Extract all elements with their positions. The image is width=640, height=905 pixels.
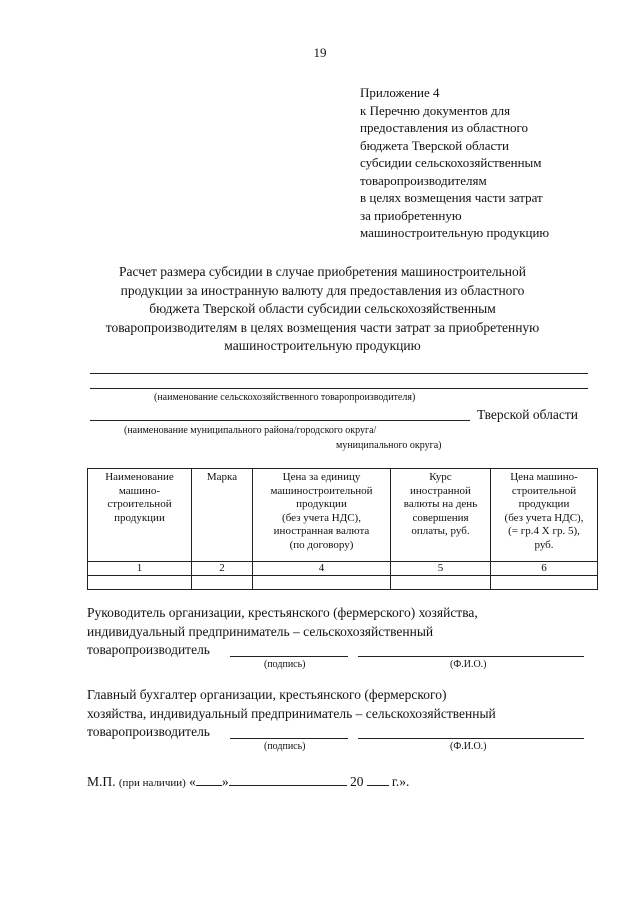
- column-number: 6: [491, 562, 598, 576]
- header-exchange-rate: Курс иностранной валюты на день совершения оплаты, руб.: [391, 469, 491, 562]
- header-product-name: Наименование машино- строительной продукции: [88, 469, 192, 562]
- title-line: товаропроизводителям в целях возмещения части затрат за приобретенную: [105, 319, 540, 335]
- header-price-rub: Цена машино- строительной продукции (без учета НДС), (= гр.4 X гр. 5), руб.: [491, 469, 598, 562]
- table-cell[interactable]: [253, 576, 391, 590]
- accountant-name-field[interactable]: [358, 738, 584, 739]
- column-number-row: [88, 562, 598, 576]
- title-line: Расчет размера субсидии в случае приобретения машиностроительной: [119, 264, 526, 279]
- column-number: 2: [192, 562, 253, 576]
- appendix-line: субсидии сельскохозяйственным: [360, 155, 542, 170]
- region-label: Тверской области: [477, 407, 578, 422]
- producer-caption: (наименование сельскохозяйственного товаропроизводителя): [154, 392, 416, 403]
- accountant-signature-block: Главный бухгалтер организации, крестьянского (фермерского) хозяйства, индивидуальный предприниматель – сельскохозяйственный товаропроизводитель: [87, 687, 496, 739]
- title-line: машиностроительную продукцию: [224, 338, 421, 353]
- appendix-heading: [360, 84, 549, 242]
- appendix-line: за приобретенную: [360, 207, 462, 223]
- year-field[interactable]: [367, 775, 389, 786]
- column-number: 4: [253, 562, 391, 576]
- table-cell[interactable]: [192, 576, 253, 590]
- table-cell[interactable]: [391, 576, 491, 590]
- column-number: 1: [88, 562, 192, 576]
- stamp-date-line: [87, 774, 409, 790]
- appendix-line: бюджета Тверской области: [360, 137, 509, 153]
- month-field[interactable]: [229, 775, 347, 786]
- year-suffix: г.».: [391, 774, 410, 789]
- producer-name-line-1[interactable]: [90, 373, 588, 374]
- municipality-name-line[interactable]: [90, 420, 470, 421]
- appendix-line: Приложение 4: [360, 85, 440, 100]
- stamp-label: М.П.: [87, 774, 116, 789]
- head-sign-caption: (подпись): [264, 659, 306, 670]
- appendix-line: к Перечню документов для: [360, 102, 511, 118]
- municipality-caption-line2: муниципального округа): [336, 440, 442, 451]
- appendix-line: предоставления из областного: [360, 120, 529, 135]
- appendix-line: машиностроительную продукцию: [360, 225, 550, 240]
- accountant-signature-field[interactable]: [230, 738, 348, 739]
- open-quote: «: [189, 774, 196, 789]
- title-line: бюджета Тверской области субсидии сельскохозяйственным: [149, 301, 496, 316]
- producer-name-line-2[interactable]: [90, 388, 588, 389]
- table-row[interactable]: [88, 576, 598, 590]
- header-unit-price-foreign: Цена за единицу машиностроительной продукции (без учета НДС), иностранная валюта (по договору): [253, 469, 391, 562]
- column-number: 5: [391, 562, 491, 576]
- head-name-caption: (Ф.И.О.): [450, 659, 487, 670]
- municipality-caption-line1: (наименование муниципального района/городского округа/: [124, 425, 377, 436]
- head-signature-field[interactable]: [230, 656, 348, 657]
- day-field[interactable]: [196, 775, 222, 786]
- head-name-field[interactable]: [358, 656, 584, 657]
- close-quote: »: [221, 774, 229, 789]
- year-prefix: 20: [350, 774, 364, 789]
- accountant-sign-caption: (подпись): [264, 741, 306, 752]
- document-title: [90, 263, 555, 356]
- appendix-line: товаропроизводителям: [360, 172, 487, 188]
- calculation-table: [87, 468, 598, 590]
- table-cell[interactable]: [491, 576, 598, 590]
- appendix-line: в целях возмещения части затрат: [360, 190, 543, 205]
- accountant-name-caption: (Ф.И.О.): [450, 741, 487, 752]
- table-header-row: [88, 469, 598, 562]
- page-number: 19: [313, 45, 327, 60]
- title-line: продукции за иностранную валюту для предоставления из областного: [120, 282, 525, 298]
- header-brand: Марка: [192, 469, 253, 562]
- stamp-presence-note: (при наличии): [118, 777, 186, 789]
- head-signature-block: Руководитель организации, крестьянского (фермерского) хозяйства, индивидуальный предприниматель – сельскохозяйственный товаропроизводитель: [87, 605, 478, 657]
- table-cell[interactable]: [88, 576, 192, 590]
